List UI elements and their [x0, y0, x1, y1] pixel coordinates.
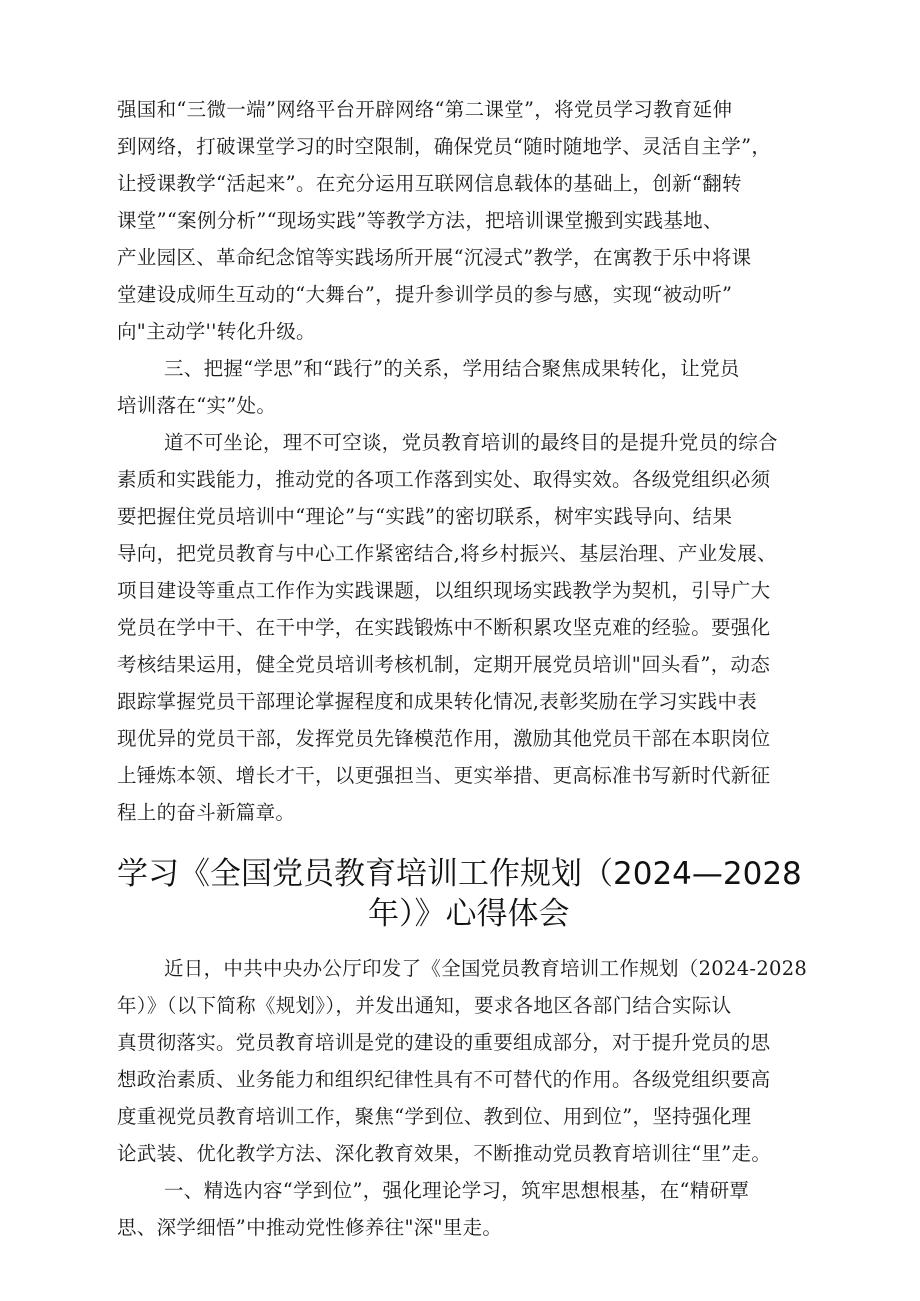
paragraph-line: 跟踪掌握党员干部理论掌握程度和成果转化情况,表彰奖励在学习实践中表	[117, 690, 758, 713]
paragraph-line: 程上的奋斗新篇章。	[117, 801, 296, 824]
paragraph-line: 向"主动学''转化升级。	[117, 320, 316, 343]
paragraph-line: 强国和“三微一端”网络平台开辟网络“第二课堂”，将党员学习教育延伸	[117, 98, 733, 121]
paragraph-line: 产业园区、革命纪念馆等实践场所开展“沉浸式”教学，在寓教于乐中将课	[117, 246, 752, 269]
paragraph-line: 考核结果运用，健全党员培训考核机制，定期开展党员培训"回头看”，动态	[117, 653, 771, 676]
section-heading-line: 培训落在“实”处。	[117, 394, 277, 417]
paragraph-line: 素质和实践能力，推动党的各项工作落到实处、取得实效。各级党组织必须	[117, 468, 771, 491]
paragraph-line: 想政治素质、业务能力和组织纪律性具有不可替代的作用。各级党组织要高	[117, 1068, 771, 1091]
section-heading-line: 思、深学细悟”中推动党性修养往"深"里走。	[117, 1216, 503, 1239]
paragraph-line: 导向，把党员教育与中心工作紧密结合,将乡村振兴、基层治理、产业发展、	[117, 542, 777, 565]
paragraph-line: 上锤炼本领、增长才干，以更强担当、更实举措、更高标准书写新时代新征	[117, 764, 771, 787]
article-title-continued: 年）》心得体会	[368, 896, 570, 932]
paragraph-line: 到网络，打破课堂学习的时空限制，确保党员“随时随地学、灵活自主学”，	[117, 135, 772, 158]
paragraph-line: 党员在学中干、在干中学，在实践锻炼中不断积累攻坚克难的经验。要强化	[117, 616, 771, 639]
paragraph-line: 道不可坐论，理不可空谈，党员教育培训的最终目的是提升党员的综合	[164, 431, 778, 454]
paragraph-line: 要把握住党员培训中“理论”与“实践”的密切联系，树牢实践导向、结果	[117, 505, 733, 528]
section-heading-line: 三、把握“学思”和“践行”的关系，学用结合聚焦成果转化，让党员	[164, 357, 740, 380]
paragraph-line: 课堂”“案例分析”“现场实践”等教学方法，把培训课堂搬到实践基地、	[117, 209, 723, 232]
article-title: 学习《全国党员教育培训工作规划（2024—2028	[117, 856, 802, 892]
paragraph-line: 项目建设等重点工作作为实践课题，以组织现场实践教学为契机，引导广大	[117, 579, 771, 602]
paragraph-line: 让授课教学“活起来”。在充分运用互联网信息载体的基础上，创新“翻转	[117, 172, 742, 195]
paragraph-line: 近日，中共中央办公厅印发了《全国党员教育培训工作规划（2024-2028	[164, 957, 808, 980]
paragraph-line: 真贯彻落实。党员教育培训是党的建设的重要组成部分，对于提升党员的思	[117, 1031, 771, 1054]
section-heading-line: 一、精选内容“学到位”，强化理论学习，筑牢思想根基，在“精研覃	[164, 1179, 750, 1202]
paragraph-line: 论武装、优化教学方法、深化教育效果，不断推动党员教育培训往“里”走。	[117, 1142, 772, 1165]
paragraph-line: 现优异的党员干部，发挥党员先锋模范作用，激励其他党员干部在本职岗位	[117, 727, 771, 750]
paragraph-line: 堂建设成师生互动的“大舞台”，提升参训学员的参与感，实现“被动听”	[117, 283, 733, 306]
paragraph-line: 度重视党员教育培训工作，聚焦“学到位、教到位、用到位”，坚持强化理	[117, 1105, 752, 1128]
paragraph-line: 年）》（以下简称《规划》），并发出通知，要求各地区各部门结合实际认	[117, 994, 732, 1017]
